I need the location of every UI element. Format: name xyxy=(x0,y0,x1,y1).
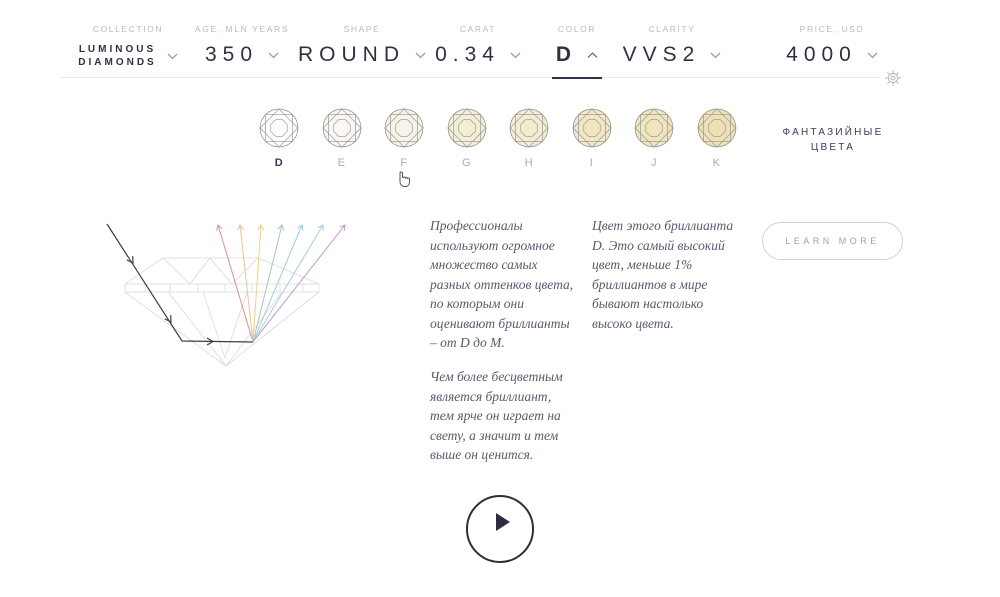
diamond-top-icon xyxy=(447,108,487,148)
grade-swatch-J[interactable] xyxy=(623,108,686,169)
paragraph: Чем более бесцветным является бриллиант, тем ярче он играет на свету, а значит и тем выше он ценится. xyxy=(430,368,563,463)
grade-swatch-H[interactable] xyxy=(498,108,561,169)
filter-clarity-label: CLARITY xyxy=(648,24,696,34)
grade-letter: I xyxy=(589,157,594,169)
gear-icon[interactable] xyxy=(884,69,902,87)
diamond-top-icon xyxy=(697,108,737,148)
diamond-top-icon xyxy=(572,108,612,148)
diamond-top-icon xyxy=(322,108,362,148)
grade-swatch-G[interactable] xyxy=(436,108,499,169)
filter-age-label: AGE, MLN YEARS xyxy=(194,24,290,34)
grade-letter: E xyxy=(337,157,346,169)
filter-clarity-value: VVS2 xyxy=(622,43,701,66)
grade-letter: H xyxy=(524,157,534,169)
diamond-top-icon xyxy=(384,108,424,148)
play-icon xyxy=(496,513,510,531)
grade-letter: F xyxy=(400,157,409,169)
paragraph: Цвет этого бриллианта D. Это самый высокий цвет, меньше 1% бриллиантов в мире бывают настолько высоко цвета. xyxy=(592,218,734,331)
header-divider xyxy=(60,77,880,78)
paragraph: Профессионалы используют огромное множество самых разных оттенков цвета, по которым они оценивают бриллианты – от D до M. xyxy=(430,218,574,351)
filter-clarity[interactable] xyxy=(592,24,752,67)
filter-color-value: D xyxy=(555,43,578,66)
learn-more-button[interactable]: LEARN MORE xyxy=(762,222,903,260)
filter-carat-label: CARAT xyxy=(459,24,497,34)
chevron-down-icon xyxy=(268,52,279,59)
grade-swatch-I[interactable] xyxy=(561,108,624,169)
filter-collection-value: LUMINOUS DIAMONDS xyxy=(78,44,157,68)
filter-price[interactable] xyxy=(752,24,912,67)
color-info-column-2 xyxy=(592,216,734,333)
color-info-column-1 xyxy=(430,216,578,465)
filter-shape-value: ROUND xyxy=(298,43,405,66)
grade-letter: G xyxy=(461,157,472,169)
grade-letter: D xyxy=(274,157,284,169)
grade-letter: J xyxy=(651,157,658,169)
filter-price-value: 4000 xyxy=(786,43,857,66)
incident-ray xyxy=(107,224,253,345)
grade-swatch-F[interactable] xyxy=(373,108,436,169)
diamond-wireframe xyxy=(125,258,319,366)
grade-swatch-D[interactable] xyxy=(248,108,311,169)
color-grade-row xyxy=(248,108,748,169)
grade-swatch-E[interactable] xyxy=(311,108,374,169)
grade-swatch-K[interactable] xyxy=(686,108,749,169)
color-active-underline xyxy=(552,77,602,79)
dispersion-diagram xyxy=(85,205,360,400)
fancy-colors-link[interactable]: ФАНТАЗИЙНЫЕ ЦВЕТА xyxy=(782,127,884,153)
diamond-top-icon xyxy=(509,108,549,148)
filter-age-value: 350 xyxy=(204,43,259,66)
filter-shape-label: SHAPE xyxy=(343,24,381,34)
play-button[interactable] xyxy=(466,495,534,563)
filter-collection-label: COLLECTION xyxy=(92,24,164,34)
grade-letter: K xyxy=(712,157,721,169)
filter-carat-value: 0.34 xyxy=(435,43,500,66)
chevron-down-icon xyxy=(710,52,721,59)
mouse-cursor-icon xyxy=(395,168,413,190)
filter-price-label: PRICE, USD xyxy=(799,24,865,34)
filter-color-label: COLOR xyxy=(557,24,597,34)
diamond-top-icon xyxy=(259,108,299,148)
diamond-top-icon xyxy=(634,108,674,148)
chevron-down-icon xyxy=(867,52,878,59)
